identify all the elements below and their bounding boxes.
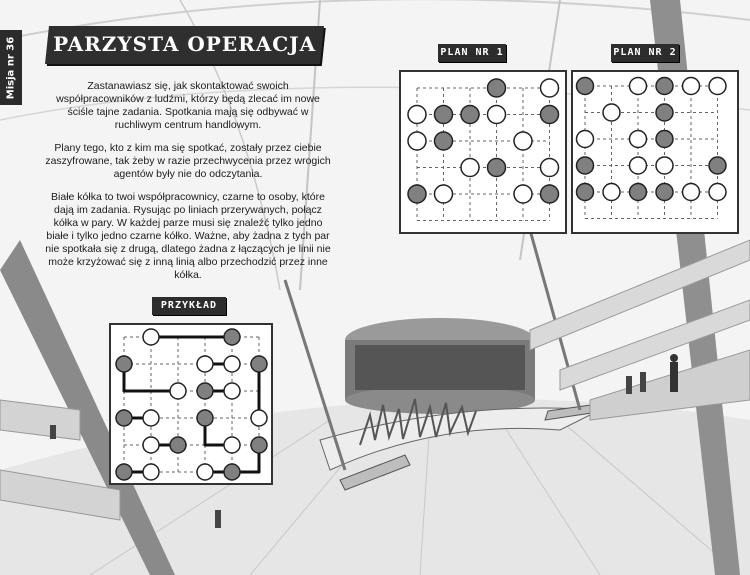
- example-label: PRZYKŁAD: [152, 297, 226, 315]
- plan-2-white-circle[interactable]: [603, 104, 620, 121]
- plan-2-white-circle[interactable]: [683, 78, 700, 95]
- example-black-circle: [224, 329, 240, 345]
- example-white-circle: [143, 437, 159, 453]
- example-black-circle: [251, 437, 267, 453]
- mission-number-label: Misja nr 36: [5, 36, 17, 99]
- plan-2-black-circle[interactable]: [656, 131, 673, 148]
- plan-1-board[interactable]: [401, 72, 565, 232]
- plan-1-white-circle[interactable]: [408, 132, 426, 150]
- plan-2-black-circle[interactable]: [577, 78, 594, 95]
- example-white-circle: [224, 356, 240, 372]
- plan-1-white-circle[interactable]: [514, 185, 532, 203]
- plan-1-black-circle[interactable]: [541, 185, 559, 203]
- example-white-circle: [251, 410, 267, 426]
- plan-1-black-circle[interactable]: [488, 79, 506, 97]
- plan-2-white-circle[interactable]: [709, 78, 726, 95]
- plan-1-black-circle[interactable]: [408, 185, 426, 203]
- instructions-paragraph-2: Plany tego, kto z kim ma się spotkać, zostały przez ciebie zaszyfrowane, tak żeby w razie przechwycenia przez wrogich agentów były nie do odczytania.: [45, 142, 331, 180]
- plan-2-white-circle[interactable]: [709, 184, 726, 201]
- example-black-circle: [170, 437, 186, 453]
- plan-1-black-circle[interactable]: [435, 106, 453, 124]
- plan-2-white-circle[interactable]: [683, 184, 700, 201]
- plan-2-black-circle[interactable]: [577, 157, 594, 174]
- example-white-circle: [224, 383, 240, 399]
- example-black-circle: [197, 410, 213, 426]
- plan-2-black-circle[interactable]: [656, 78, 673, 95]
- plan-2-white-circle[interactable]: [656, 157, 673, 174]
- plan-2-white-circle[interactable]: [630, 78, 647, 95]
- plan-2-white-circle[interactable]: [630, 157, 647, 174]
- title-banner: [45, 26, 324, 64]
- mission-number-tab: [0, 30, 22, 105]
- instructions-paragraph-1: Zastanawiasz się, jak skontaktować swoich współpracowników z ludźmi, którzy będą zlecać im nowe ściśle tajne zadania. Spotkania mają się odbywać w ruchliwym centrum handlowym.: [56, 80, 320, 131]
- example-board: [111, 325, 271, 483]
- plan-1-black-circle[interactable]: [541, 106, 559, 124]
- example-black-circle: [116, 356, 132, 372]
- plan-1-white-circle[interactable]: [541, 79, 559, 97]
- plan-2-label: PLAN NR 2: [611, 44, 679, 62]
- example-white-circle: [224, 437, 240, 453]
- plan-1-white-circle[interactable]: [541, 159, 559, 177]
- plan-2-white-circle[interactable]: [577, 131, 594, 148]
- plan-2-grid[interactable]: [571, 70, 739, 234]
- plan-1-white-circle[interactable]: [435, 185, 453, 203]
- plan-2-white-circle[interactable]: [630, 131, 647, 148]
- example-black-circle: [251, 356, 267, 372]
- plan-1-white-circle[interactable]: [488, 106, 506, 124]
- example-black-circle: [197, 383, 213, 399]
- plan-2-board[interactable]: [573, 72, 737, 232]
- plan-1-white-circle[interactable]: [461, 159, 479, 177]
- example-white-circle: [197, 356, 213, 372]
- plan-2-black-circle[interactable]: [577, 184, 594, 201]
- example-black-circle: [116, 410, 132, 426]
- page-title: PARZYSTA OPERACJA: [53, 32, 317, 56]
- plan-1-black-circle[interactable]: [461, 106, 479, 124]
- instructions-text: [43, 80, 333, 292]
- instructions-paragraph-3: Białe kółka to twoi współpracownicy, czarne to osoby, które dają im zadania. Rysując po liniach przerywanych, połącz kółka w pary. W każdej parze musi się znaleźć tylko jedno białe i tylko jedno czarne kółko. Ważne, aby żadna z tych par nie spotkała się z drugą, dlatego żadna z łączących je linii nie może krzyżować się z inną linią albo przechodzić przez inne kółka.: [45, 191, 331, 281]
- example-white-circle: [143, 464, 159, 480]
- example-white-circle: [170, 383, 186, 399]
- plan-1-grid[interactable]: [399, 70, 567, 234]
- plan-2-black-circle[interactable]: [656, 104, 673, 121]
- plan-1-white-circle[interactable]: [408, 106, 426, 124]
- plan-2-black-circle[interactable]: [630, 184, 647, 201]
- plan-2-white-circle[interactable]: [603, 184, 620, 201]
- plan-2-black-circle[interactable]: [656, 184, 673, 201]
- example-white-circle: [143, 329, 159, 345]
- example-white-circle: [143, 410, 159, 426]
- example-white-circle: [197, 464, 213, 480]
- plan-2-black-circle[interactable]: [709, 157, 726, 174]
- plan-1-white-circle[interactable]: [514, 132, 532, 150]
- example-grid: [109, 323, 273, 485]
- plan-1-black-circle[interactable]: [435, 132, 453, 150]
- plan-1-label: PLAN NR 1: [438, 44, 506, 62]
- example-black-circle: [116, 464, 132, 480]
- example-black-circle: [224, 464, 240, 480]
- plan-1-black-circle[interactable]: [488, 159, 506, 177]
